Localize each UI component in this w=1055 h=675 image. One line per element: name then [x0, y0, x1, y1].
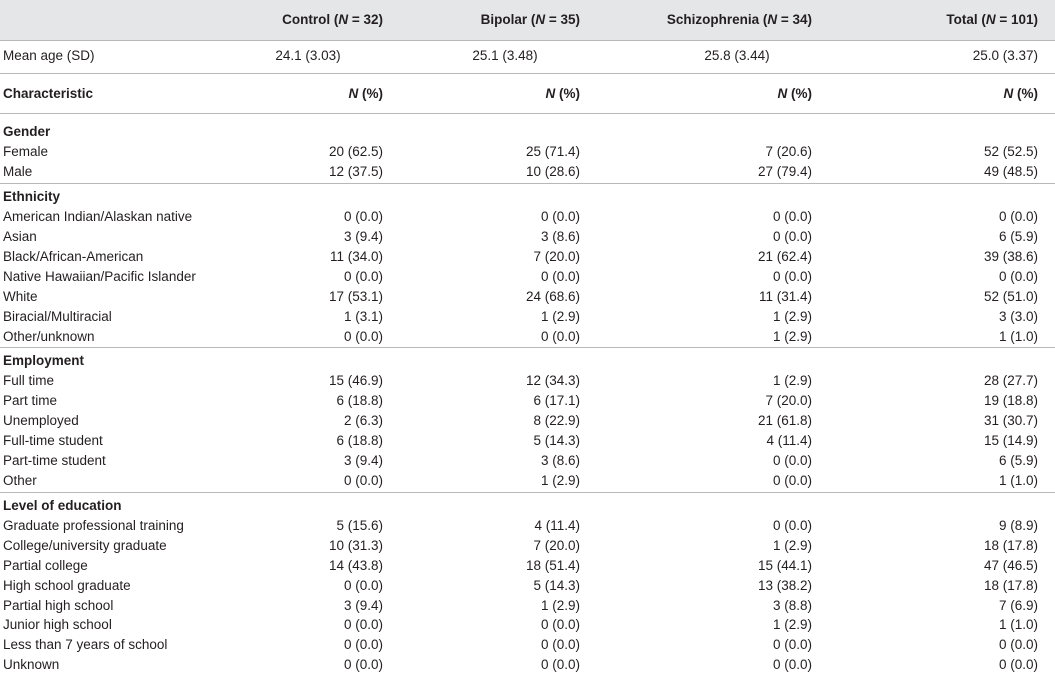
header-total: Total (N = 101)	[946, 12, 1038, 27]
subheader-schizophrenia: N (%)	[777, 86, 812, 101]
cell-bipolar: 25.1 (3.48)	[472, 48, 538, 63]
table-row: College/university graduate 10 (31.3) 7 (20.0) 1 (2.9) 18 (17.8)	[3, 538, 1038, 553]
rule-after-ethnicity	[0, 347, 1055, 348]
table-row: Unknown 0 (0.0) 0 (0.0) 0 (0.0) 0 (0.0)	[3, 657, 1038, 672]
table-row: Part-time student 3 (9.4) 3 (8.6) 0 (0.0) 6 (5.9)	[3, 453, 1038, 468]
header-bipolar: Bipolar (N = 35)	[480, 12, 580, 27]
subheader-total: N (%)	[1003, 86, 1038, 101]
cell-schizophrenia: 25.8 (3.44)	[704, 48, 770, 63]
table-row: Other 0 (0.0) 1 (2.9) 0 (0.0) 1 (1.0)	[3, 473, 1038, 488]
section-title-employment: Employment	[3, 353, 85, 368]
table-row: Less than 7 years of school 0 (0.0) 0 (0.0) 0 (0.0) 0 (0.0)	[3, 637, 1038, 652]
rule-after-employment	[0, 492, 1055, 493]
characteristic-label: Characteristic	[3, 86, 94, 101]
rule-after-header	[0, 40, 1055, 41]
table-row: Other/unknown 0 (0.0) 0 (0.0) 1 (2.9) 1 (1.0)	[3, 329, 1038, 344]
cell-total: 25.0 (3.37)	[972, 48, 1038, 63]
table-row: American Indian/Alaskan native 0 (0.0) 0 (0.0) 0 (0.0) 0 (0.0)	[3, 209, 1038, 224]
table-row: Biracial/Multiracial 1 (3.1) 1 (2.9) 1 (2.9) 3 (3.0)	[3, 309, 1038, 324]
header-control: Control (N = 32)	[282, 12, 383, 27]
table-row: High school graduate 0 (0.0) 5 (14.3) 13 (38.2) 18 (17.8)	[3, 578, 1038, 593]
table-row: Graduate professional training 5 (15.6) 4 (11.4) 0 (0.0) 9 (8.9)	[3, 518, 1038, 533]
table-row: White 17 (53.1) 24 (68.6) 11 (31.4) 52 (51.0)	[3, 289, 1038, 304]
section-title-education: Level of education	[3, 498, 122, 513]
table-row: Part time 6 (18.8) 6 (17.1) 7 (20.0) 19 (18.8)	[3, 393, 1038, 408]
table-row: Male 12 (37.5) 10 (28.6) 27 (79.4) 49 (48.5)	[3, 164, 1038, 179]
subheader-bipolar: N (%)	[545, 86, 580, 101]
table-row: Female 20 (62.5) 25 (71.4) 7 (20.6) 52 (52.5)	[3, 144, 1038, 159]
table-row: Asian 3 (9.4) 3 (8.6) 0 (0.0) 6 (5.9)	[3, 229, 1038, 244]
mean-age-row	[0, 46, 1055, 66]
header-schizophrenia: Schizophrenia (N = 34)	[666, 12, 812, 27]
table-row: Full-time student 6 (18.8) 5 (14.3) 4 (11.4) 15 (14.9)	[3, 433, 1038, 448]
section-title-gender: Gender	[3, 124, 51, 139]
rule-after-age	[0, 73, 1055, 74]
table-row: Partial college 14 (43.8) 18 (51.4) 15 (44.1) 47 (46.5)	[3, 558, 1038, 573]
row-label: Mean age (SD)	[3, 48, 95, 63]
rule-after-gender	[0, 183, 1055, 184]
characteristic-header-row	[0, 84, 1055, 104]
table-row: Full time 15 (46.9) 12 (34.3) 1 (2.9) 28 (27.7)	[3, 373, 1038, 388]
cell-control: 24.1 (3.03)	[275, 48, 341, 63]
rule-after-subheader	[0, 113, 1055, 114]
table-row: Native Hawaiian/Pacific Islander 0 (0.0) 0 (0.0) 0 (0.0) 0 (0.0)	[3, 269, 1038, 284]
table-row: Junior high school 0 (0.0) 0 (0.0) 1 (2.9) 1 (1.0)	[3, 617, 1038, 632]
column-header-row	[0, 10, 1055, 30]
subheader-control: N (%)	[348, 86, 383, 101]
table-row: Black/African-American 11 (34.0) 7 (20.0) 21 (62.4) 39 (38.6)	[3, 249, 1038, 264]
section-title-ethnicity: Ethnicity	[3, 189, 61, 204]
table-row: Partial high school 3 (9.4) 1 (2.9) 3 (8.8) 7 (6.9)	[3, 598, 1038, 613]
table-row: Unemployed 2 (6.3) 8 (22.9) 21 (61.8) 31 (30.7)	[3, 413, 1038, 428]
